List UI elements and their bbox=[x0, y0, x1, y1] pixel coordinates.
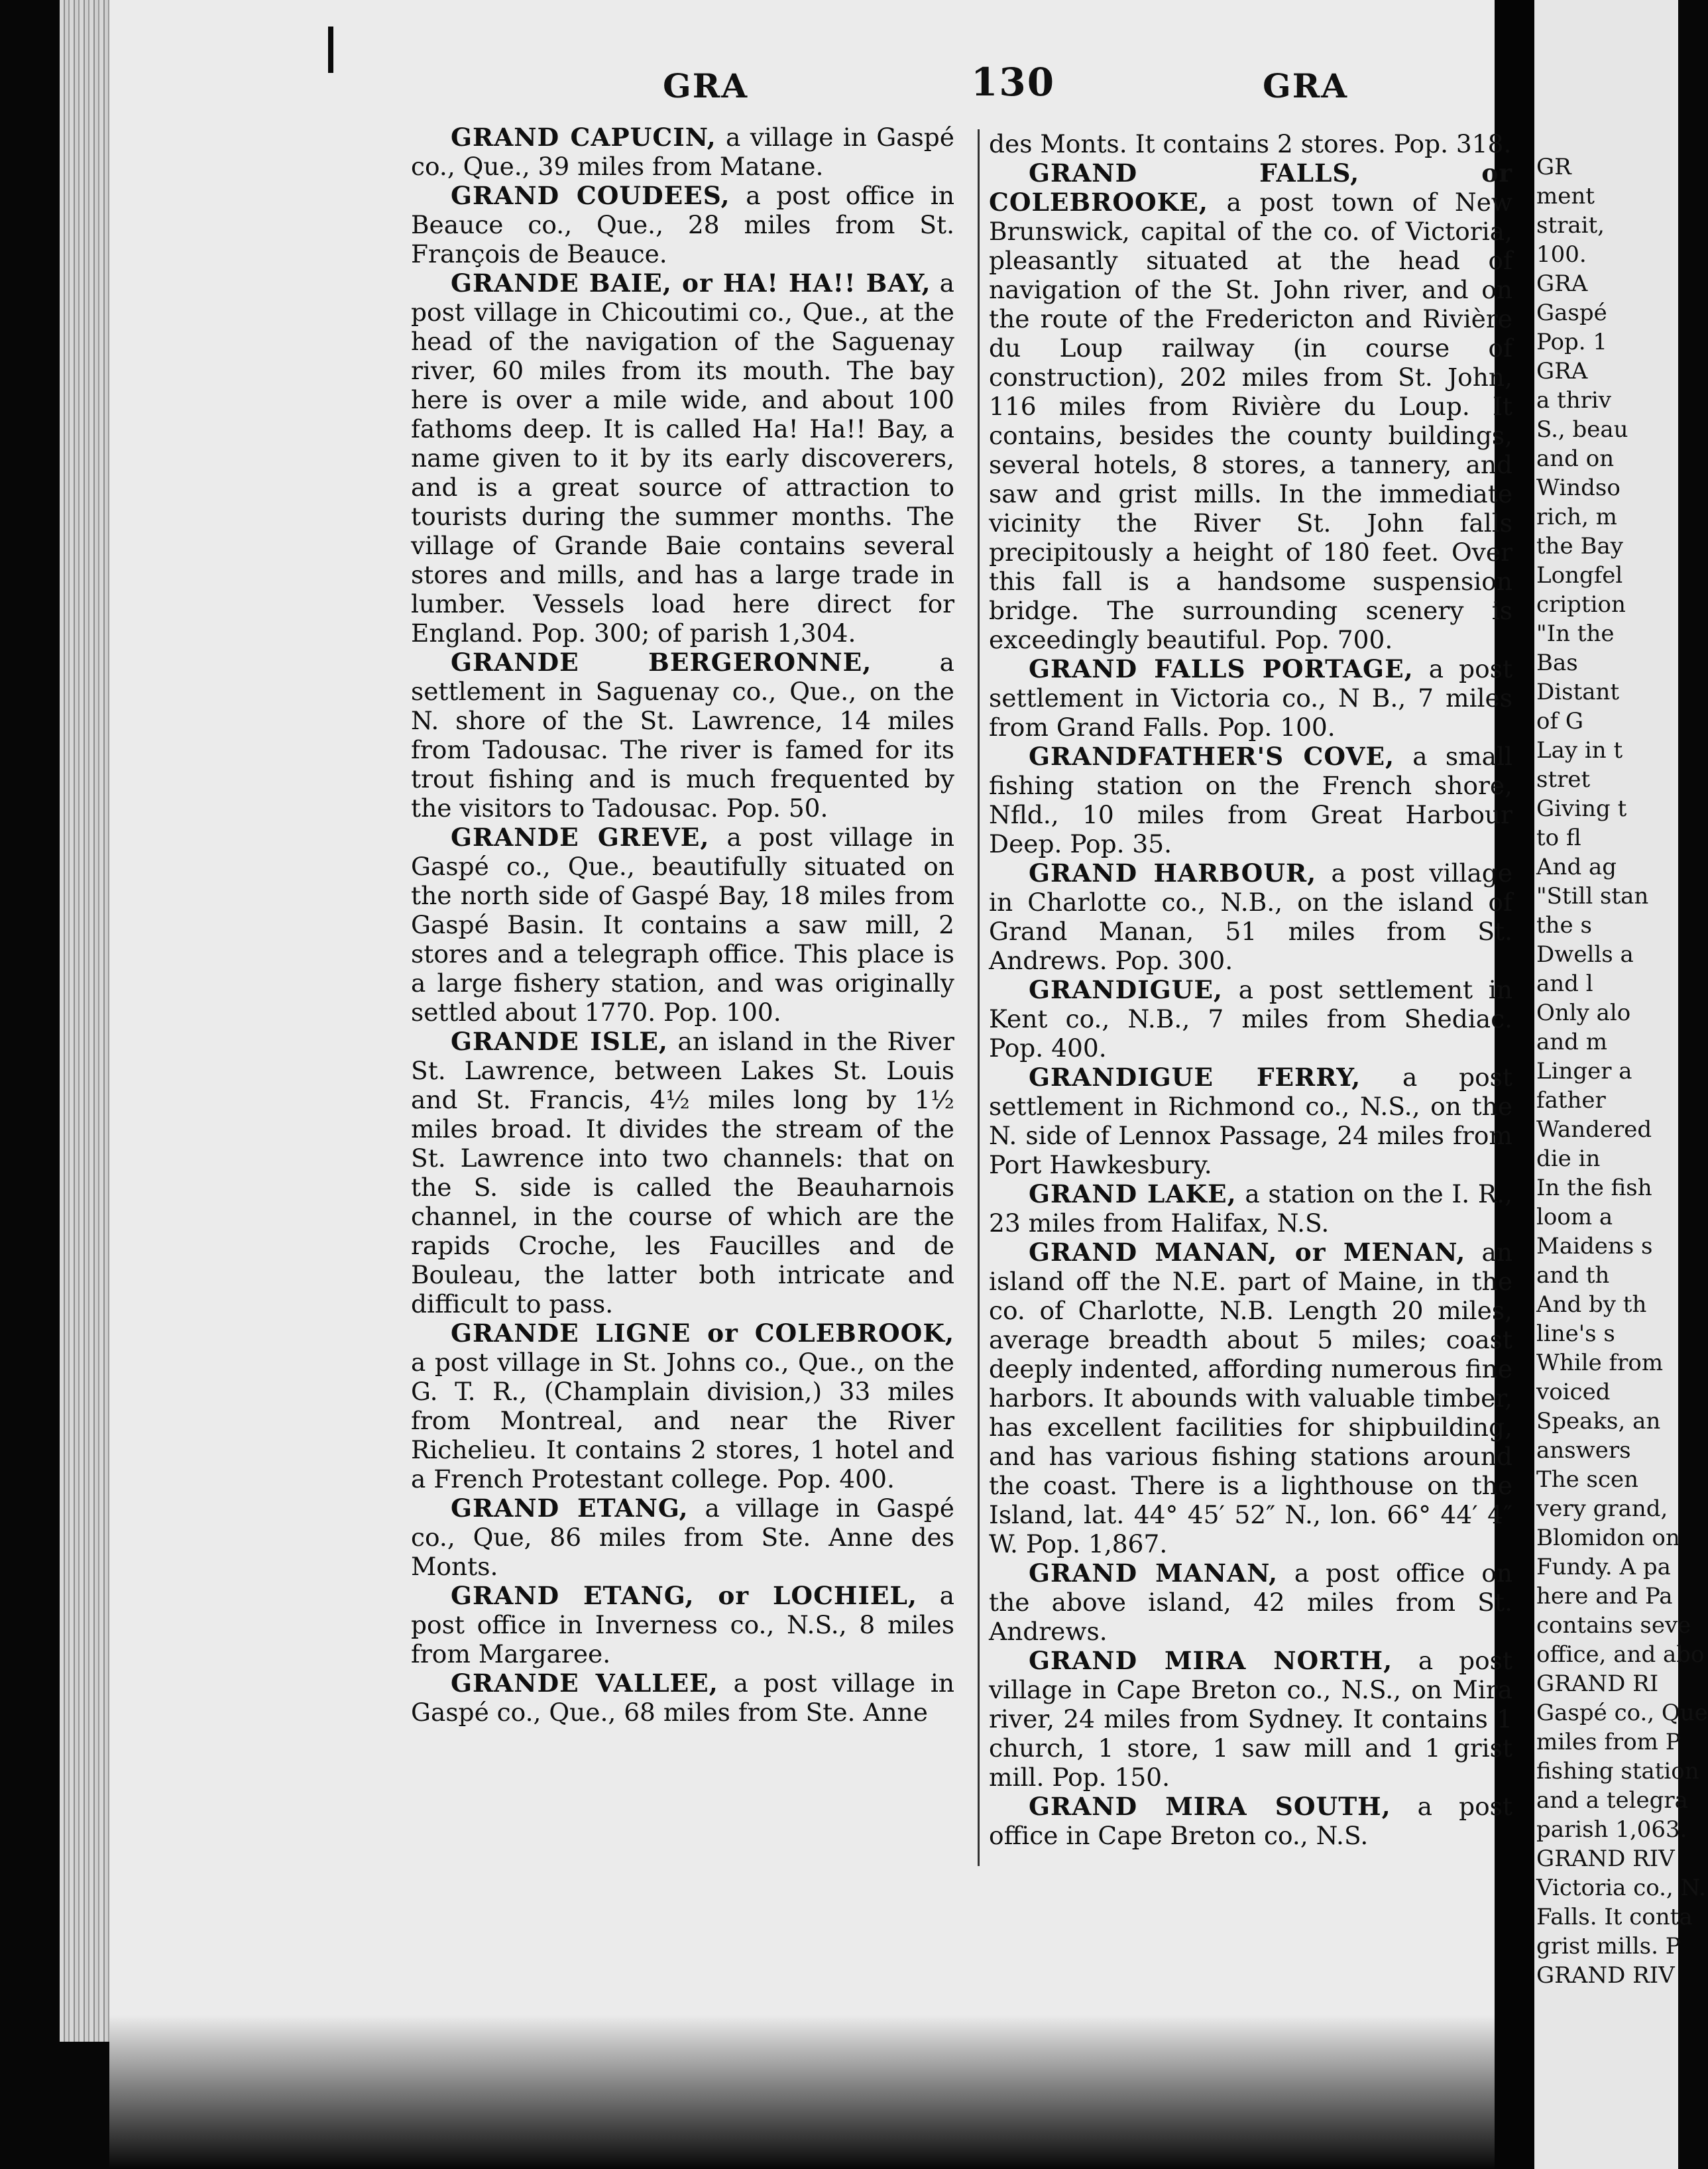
fragment-line: voiced bbox=[1536, 1379, 1611, 1405]
fragment-line: here and Pa bbox=[1536, 1583, 1673, 1610]
entry-text: a post village in St. Johns co., Que., on the G. T. R., (Champlain division,) 33 miles from Montreal, and near the River Richelieu. It contains 2 stores, 1 hotel and a French Protestant college. Pop. 400. bbox=[411, 1348, 954, 1494]
fragment-line: and l bbox=[1536, 970, 1593, 997]
fragment-line: GRA bbox=[1536, 270, 1588, 297]
fragment-line: GRA bbox=[1536, 358, 1588, 384]
gazetteer-entry bbox=[411, 268, 954, 648]
fragment-line: office, and abo bbox=[1536, 1641, 1705, 1668]
margin-mark bbox=[328, 27, 333, 73]
page-bottom-shadow bbox=[109, 2015, 1567, 2169]
gazetteer-entry bbox=[989, 1063, 1512, 1179]
fragment-line: and a telegra bbox=[1536, 1787, 1688, 1814]
fragment-line: In the fish bbox=[1536, 1175, 1652, 1201]
entry-heading: GRANDIGUE, bbox=[1029, 975, 1223, 1004]
gazetteer-entry bbox=[989, 1179, 1512, 1238]
fragment-line: Speaks, an bbox=[1536, 1408, 1661, 1435]
fragment-line: Victoria co., N. bbox=[1536, 1875, 1706, 1901]
entry-heading: GRAND LAKE, bbox=[1029, 1179, 1237, 1208]
fragment-line: While from bbox=[1536, 1350, 1664, 1376]
fragment-line: Dwells a bbox=[1536, 941, 1634, 968]
fragment-line: Pop. 1 bbox=[1536, 329, 1607, 355]
entry-text: a post settlement in Kent co., N.B., 7 miles from Shediac. Pop. 400. bbox=[989, 975, 1512, 1063]
fragment-line: 100. bbox=[1536, 241, 1587, 268]
fragment-line: the Bay bbox=[1536, 533, 1623, 559]
fragment-line: Giving t bbox=[1536, 795, 1627, 822]
fragment-line: father bbox=[1536, 1087, 1606, 1114]
entry-heading: GRANDE ISLE, bbox=[451, 1027, 668, 1056]
entry-text: a village in Gaspé co., Que, 86 miles from Ste. Anne des Monts. bbox=[411, 1494, 954, 1581]
entry-text: a post village in Cape Breton co., N.S., on Mira river, 24 miles from Sydney. It contains 1 church, 1 store, 1 saw mill and 1 grist mill. Pop. 150. bbox=[989, 1646, 1512, 1792]
column-rule bbox=[978, 129, 980, 1866]
entry-heading: GRAND MANAN, or MENAN, bbox=[1029, 1238, 1466, 1267]
running-head-right: GRA bbox=[1263, 66, 1349, 105]
fragment-line: "In the bbox=[1536, 620, 1615, 647]
fragment-line: grist mills. P bbox=[1536, 1933, 1681, 1960]
fragment-line: rich, m bbox=[1536, 504, 1617, 530]
facing-page-fragment bbox=[1536, 152, 1708, 1990]
entry-text: a post village in Gaspé co., Que., beautifully situated on the north side of Gaspé Bay, 18 miles from Gaspé Basin. It contains a saw mill, 2 stores and a telegraph office. This place is a large fishery station, and was originally settled about 1770. Pop. 100. bbox=[411, 823, 954, 1027]
fragment-line: ment bbox=[1536, 183, 1595, 209]
entry-text: an island off the N.E. part of Maine, in the co. of Charlotte, N.B. Length 20 miles, average breadth about 5 miles; coast deeply indented, affording numerous fine harbors. It abounds with valuable timber, has excellent facilities for shipbuilding, and has various fishing stations around the coast. There is a lighthouse on the Island, lat. 44° 45′ 52″ N., lon. 66° 44′ 4″ W. Pop. 1,867. bbox=[989, 1238, 1512, 1558]
gazetteer-entry bbox=[411, 1027, 954, 1319]
gazetteer-entry bbox=[411, 123, 954, 181]
entry-heading: GRANDE BAIE, or HA! HA!! BAY, bbox=[451, 268, 931, 298]
entry-text: a post town of New Brunswick, capital of the co. of Victoria, pleasantly situated at the head of navigation of the St. John river, and on the route of the Fredericton and Rivière du Loup railway (in course of construction), 202 miles from St. John, 116 miles from Rivière du Loup. It contains, besides the county buildings, several hotels, 8 stores, a tannery, and saw and grist mills. In the immediate vicinity the River St. John falls precipitously a height of 180 feet. Over this fall is a handsome suspension bridge. The surrounding scenery is exceedingly beautiful. Pop. 700. bbox=[989, 188, 1512, 654]
entry-text: a post village in Gaspé co., Que., 68 miles from Ste. Anne bbox=[411, 1669, 954, 1727]
fragment-line: GRAND RI bbox=[1536, 1671, 1659, 1697]
fragment-line: Bas bbox=[1536, 650, 1578, 676]
entry-heading: GRAND FALLS PORTAGE, bbox=[1029, 654, 1414, 683]
entry-heading: GRAND MANAN, bbox=[1029, 1558, 1279, 1588]
entry-heading: GRAND MIRA SOUTH, bbox=[1029, 1792, 1391, 1821]
gazetteer-entry bbox=[989, 1558, 1512, 1646]
gazetteer-entry bbox=[989, 1646, 1512, 1792]
fragment-line: Longfel bbox=[1536, 562, 1623, 589]
fragment-line: Gaspé co., Que bbox=[1536, 1700, 1708, 1726]
gazetteer-entry bbox=[411, 1319, 954, 1494]
entry-heading: GRANDE GREVE, bbox=[451, 823, 710, 852]
gazetteer-entry bbox=[989, 158, 1512, 654]
fragment-line: stret bbox=[1536, 766, 1591, 793]
entry-heading: GRANDFATHER'S COVE, bbox=[1029, 742, 1395, 771]
fragment-line: a thriv bbox=[1536, 387, 1611, 414]
entry-heading: GRAND MIRA NORTH, bbox=[1029, 1646, 1393, 1675]
fragment-line: die in bbox=[1536, 1145, 1601, 1172]
entry-heading: GRANDE LIGNE or COLEBROOK, bbox=[451, 1319, 954, 1348]
entry-heading: GRANDE VALLEE, bbox=[451, 1669, 718, 1698]
fragment-line: And ag bbox=[1536, 854, 1617, 880]
fragment-line: contains seve bbox=[1536, 1612, 1691, 1639]
entry-heading: GRAND FALLS, or COLEBROOKE, bbox=[989, 158, 1512, 217]
fragment-line: the s bbox=[1536, 912, 1592, 939]
entry-heading: GRAND HARBOUR, bbox=[1029, 858, 1317, 888]
fragment-line: Windso bbox=[1536, 475, 1621, 501]
fragment-line: Fundy. A pa bbox=[1536, 1554, 1671, 1580]
gazetteer-entry bbox=[989, 654, 1512, 742]
gazetteer-entry bbox=[411, 1494, 954, 1581]
entry-text: a post office in Cape Breton co., N.S. bbox=[989, 1792, 1512, 1850]
entry-heading: GRAND ETANG, bbox=[451, 1494, 689, 1523]
fragment-line: Distant bbox=[1536, 679, 1620, 705]
fragment-line: Blomidon on bbox=[1536, 1525, 1680, 1551]
page-edge-stack bbox=[60, 0, 113, 2042]
fragment-line: to fl bbox=[1536, 825, 1581, 851]
entry-text: a post settlement in Richmond co., N.S., on the N. side of Lennox Passage, 24 miles from Port Hawkesbury. bbox=[989, 1063, 1512, 1179]
entry-heading: GRAND ETANG, or LOCHIEL, bbox=[451, 1581, 917, 1610]
entry-text: a post office on the above island, 42 miles from St. Andrews. bbox=[989, 1558, 1512, 1646]
fragment-line: Wandered bbox=[1536, 1116, 1652, 1143]
fragment-line: line's s bbox=[1536, 1320, 1615, 1347]
middle-column bbox=[989, 129, 1512, 1850]
gazetteer-entry bbox=[411, 823, 954, 1027]
entry-text: a village in Gaspé co., Que., 39 miles from Matane. bbox=[411, 123, 954, 181]
fragment-line: parish 1,063. bbox=[1536, 1816, 1687, 1843]
fragment-line: and th bbox=[1536, 1262, 1610, 1289]
entry-heading: GRAND CAPUCIN, bbox=[451, 123, 716, 152]
fragment-line: cription bbox=[1536, 591, 1626, 618]
fragment-line: and on bbox=[1536, 445, 1615, 472]
fragment-line: GR bbox=[1536, 154, 1571, 180]
entry-text: a small fishing station on the French shore, Nfld., 10 miles from Great Harbour Deep. Pop. 35. bbox=[989, 742, 1512, 858]
fragment-line: Linger a bbox=[1536, 1058, 1632, 1084]
fragment-line: fishing station bbox=[1536, 1758, 1699, 1785]
left-column bbox=[411, 123, 954, 1727]
fragment-line: S., beau bbox=[1536, 416, 1628, 443]
entry-text: des Monts. It contains 2 stores. Pop. 318. bbox=[989, 129, 1512, 158]
entry-text: a post settlement in Victoria co., N B., 7 miles from Grand Falls. Pop. 100. bbox=[989, 654, 1513, 742]
entry-heading: GRANDE BERGERONNE, bbox=[451, 648, 872, 677]
fragment-line: GRAND RIV bbox=[1536, 1846, 1675, 1872]
fragment-line: Gaspé bbox=[1536, 300, 1607, 326]
gazetteer-entry bbox=[411, 1581, 954, 1669]
entry-text: a post office in Beauce co., Que., 28 miles from St. François de Beauce. bbox=[411, 181, 954, 268]
fragment-line: Maidens s bbox=[1536, 1233, 1653, 1260]
gazetteer-entry bbox=[989, 858, 1512, 975]
page-number: 130 bbox=[971, 60, 1056, 105]
fragment-line: and m bbox=[1536, 1029, 1607, 1055]
entry-text: a station on the I. R., 23 miles from Halifax, N.S. bbox=[989, 1179, 1512, 1238]
fragment-line: loom a bbox=[1536, 1204, 1613, 1230]
entry-text: an island in the River St. Lawrence, between Lakes St. Louis and St. Francis, 4½ miles long by 1½ miles broad. It divides the stream of the St. Lawrence into two channels: that on the S. side is called the Beauharnois channel, in the course of which are the rapids Croche, les Faucilles and de Bouleau, the latter both intricate and difficult to pass. bbox=[411, 1027, 954, 1319]
gazetteer-entry bbox=[411, 648, 954, 823]
gazetteer-entry bbox=[411, 181, 954, 268]
gazetteer-entry bbox=[989, 742, 1512, 858]
entry-text: a post village in Chicoutimi co., Que., at the head of the navigation of the Saguenay river, 60 miles from its mouth. The bay here is over a mile wide, and about 100 fathoms deep. It is called Ha! Ha!! Bay, a name given to it by its early discoverers, and is a great source of attraction to tourists during the summer months. The village of Grande Baie contains several stores and mills, and has a large trade in lumber. Vessels load here direct for England. Pop. 300; of parish 1,304. bbox=[411, 268, 954, 648]
entry-text: a post village in Charlotte co., N.B., on the island of Grand Manan, 51 miles from St. Andrews. Pop. 300. bbox=[989, 858, 1512, 975]
fragment-line: Only alo bbox=[1536, 1000, 1631, 1026]
entry-text: a settlement in Saguenay co., Que., on the N. shore of the St. Lawrence, 14 miles from Tadousac. The river is famed for its trout fishing and is much frequented by the visitors to Tadousac. Pop. 50. bbox=[411, 648, 955, 823]
fragment-line: GRAND RIV bbox=[1536, 1962, 1675, 1989]
gazetteer-entry bbox=[989, 129, 1512, 158]
fragment-line: miles from P bbox=[1536, 1729, 1681, 1755]
fragment-line: The scen bbox=[1536, 1466, 1639, 1493]
fragment-line: And by th bbox=[1536, 1291, 1647, 1318]
fragment-line: "Still stan bbox=[1536, 883, 1649, 909]
entry-heading: GRAND COUDEES, bbox=[451, 181, 730, 210]
gazetteer-entry bbox=[989, 1792, 1512, 1850]
fragment-line: very grand, bbox=[1536, 1495, 1668, 1522]
running-head-left: GRA bbox=[663, 66, 749, 105]
gazetteer-entry bbox=[989, 1238, 1512, 1558]
fragment-line: answers bbox=[1536, 1437, 1631, 1464]
gazetteer-entry bbox=[411, 1669, 954, 1727]
fragment-line: strait, bbox=[1536, 212, 1605, 239]
fragment-line: Falls. It conta bbox=[1536, 1904, 1693, 1930]
entry-text: a post office in Inverness co., N.S., 8 miles from Margaree. bbox=[411, 1581, 954, 1669]
entry-heading: GRANDIGUE FERRY, bbox=[1029, 1063, 1361, 1092]
fragment-line: Lay in t bbox=[1536, 737, 1623, 764]
fragment-line: of G bbox=[1536, 708, 1584, 734]
gazetteer-entry bbox=[989, 975, 1512, 1063]
